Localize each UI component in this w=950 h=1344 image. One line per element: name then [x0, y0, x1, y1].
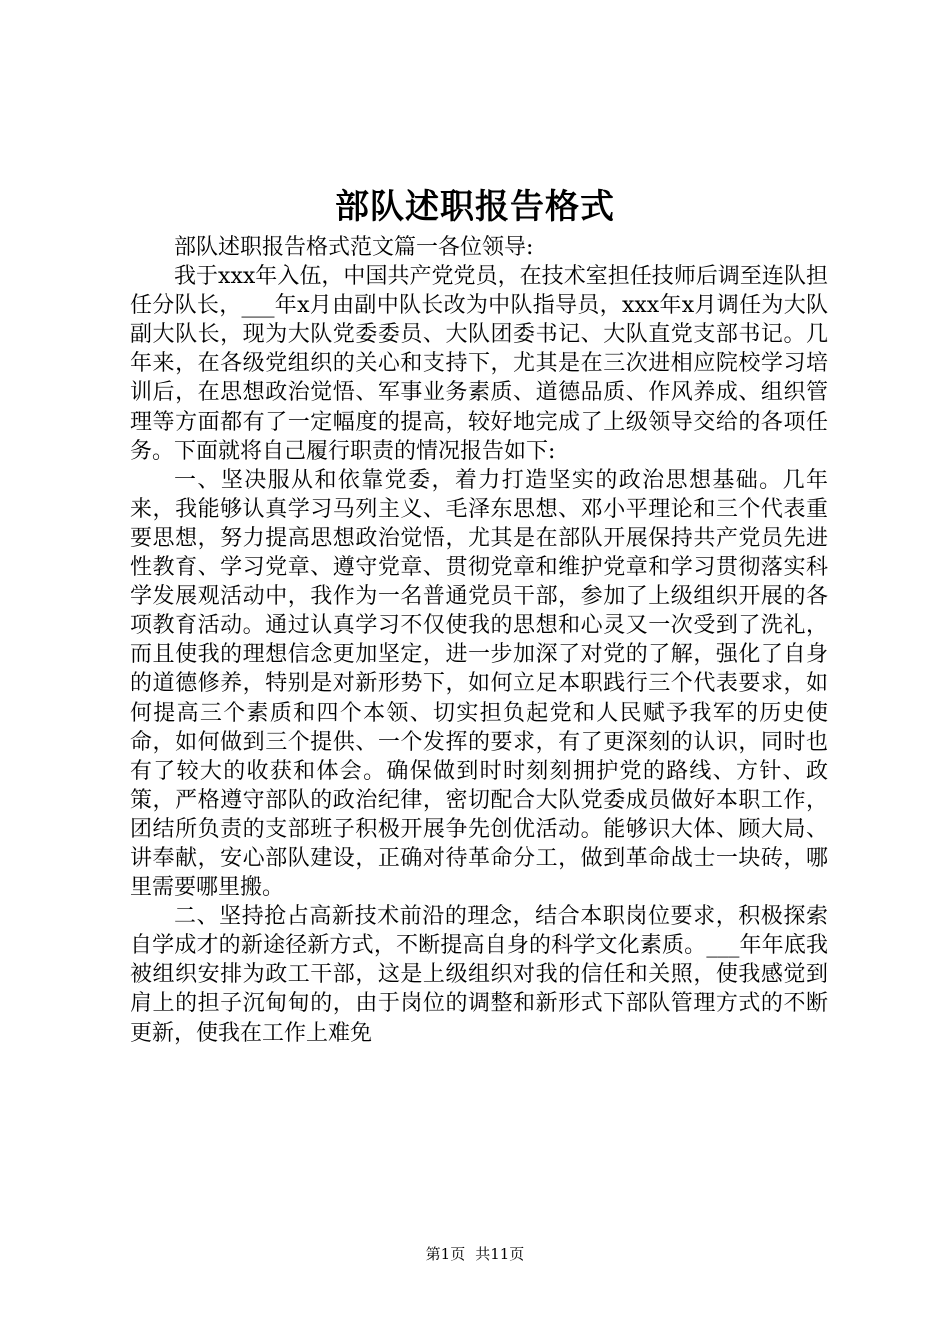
page-number-current: 第1页 [425, 1245, 466, 1263]
page-footer [0, 1244, 950, 1264]
paragraph-salutation: 部队述职报告格式范文篇一各位领导: [174, 235, 534, 260]
paragraph-section-two: 二、坚持抢占高新技术前沿的理念，结合本职岗位要求，积极探索自学成才的新途径新方式，不断提高自身的科学文化素质。___年年底我被组织安排为政工干部，这是上级组织对我的信任和关照，使我感觉到肩上的担子沉甸甸的，由于岗位的调整和新形式下部队管理方式的不断更新，使我在工作上难免 [130, 904, 828, 1046]
document-title: 部队述职报告格式 [335, 187, 615, 227]
document-body [130, 233, 828, 1048]
paragraph-section-one: 一、坚决服从和依靠党委，着力打造坚实的政治思想基础。几年来，我能够认真学习马列主义、毛泽东思想、邓小平理论和三个代表重要思想，努力提高思想政治觉悟，尤其是在部队开展保持共产党员先进性教育、学习党章、遵守党章、贯彻党章和维护党章和学习贯彻落实科学发展观活动中，我作为一名普通党员干部，参加了上级组织开展的各项教育活动。通过认真学习不仅使我的思想和心灵又一次受到了洗礼，而且使我的理想信念更加坚定，进一步加深了对党的了解，强化了自身的道德修养，特别是对新形势下，如何立足本职践行三个代表要求，如何提高三个素质和四个本领、切实担负起党和人民赋予我军的历史使命，如何做到三个提供、一个发挥的要求，有了更深刻的认识，同时也有了较大的收获和体会。确保做到时时刻刻拥护党的路线、方针、政策，严格遵守部队的政治纪律，密切配合大队党委成员做好本职工作，团结所负责的支部班子积极开展争先创优活动。能够识大体、顾大局、讲奉献，安心部队建设，正确对待革命分工，做到革命战士一块砖，哪里需要哪里搬。 [130, 467, 828, 901]
page-number-total: 共11页 [475, 1245, 525, 1263]
paragraph-introduction: 我于xxx年入伍，中国共产党党员，在技术室担任技师后调至连队担任分队长，___年x月由副中队长改为中队指导员，xxx年x月调任为大队副大队长，现为大队党委委员、大队团委书记、大队直党支部书记。几年来，在各级党组织的关心和支持下，尤其是在三次进相应院校学习培训后，在思想政治觉悟、军事业务素质、道德品质、作风养成、组织管理等方面都有了一定幅度的提高，较好地完成了上级领导交给的各项任务。下面就将自己履行职责的情况报告如下: [130, 264, 828, 464]
